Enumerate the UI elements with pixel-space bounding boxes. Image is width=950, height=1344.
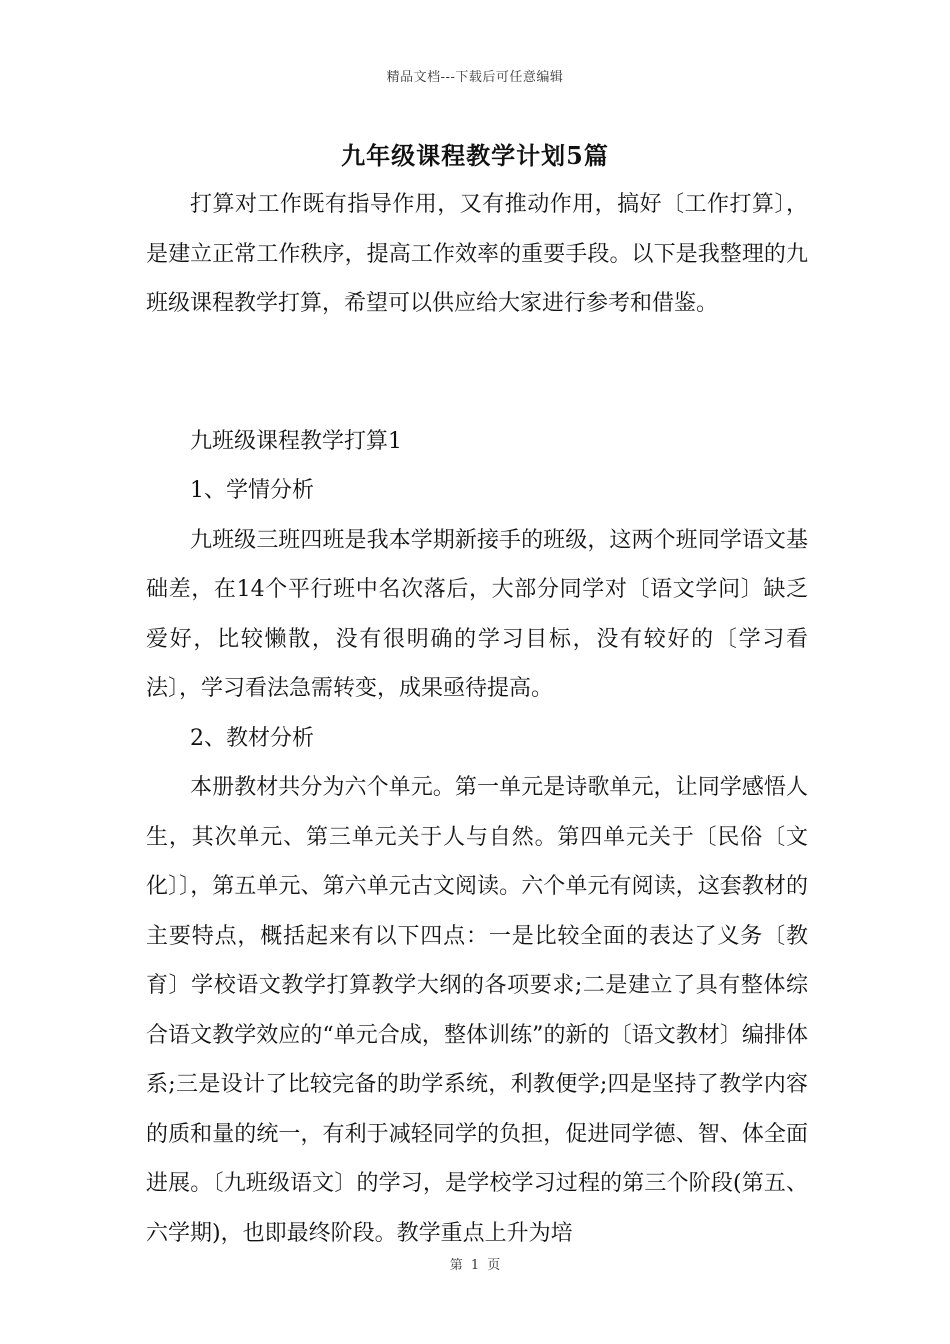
heading-learning-analysis: 1、学情分析 bbox=[190, 478, 314, 503]
heading-textbook-analysis: 2、教材分析 bbox=[190, 725, 314, 751]
page-header: 精品文档---下载后可任意编辑 bbox=[386, 70, 564, 85]
document-title: 九年级课程教学计划5篇 bbox=[341, 141, 609, 170]
section-title: 九班级课程教学打算1 bbox=[190, 428, 402, 454]
blank-space bbox=[146, 329, 808, 417]
intro-paragraph: 打算对工作既有指导作用，又有推动作用，搞好〔工作打算〕，是建立正常工作秩序，提高工作效率的重要手段。以下是我整理的九班级课程教学打算，希望可以供应给大家进行参考和借鉴。 bbox=[146, 192, 808, 316]
learning-analysis-paragraph: 九班级三班四班是我本学期新接手的班级，这两个班同学语文基础差，在14个平行班中名次落后，大部分同学对〔语文学问〕缺乏爱好，比较懒散，没有很明确的学习目标，没有较好的〔学习看法〕，学习看法急需转变，成果亟待提高。 bbox=[146, 527, 808, 701]
textbook-analysis-paragraph: 本册教材共分为六个单元。第一单元是诗歌单元，让同学感悟人生，其次单元、第三单元关于人与自然。第四单元关于〔民俗〔文化〕〕，第五单元、第六单元古文阅读。六个单元有阅读，这套教材的主要特点，概括起来有以下四点：一是比较全面的表达了义务〔教育〕学校语文教学打算教学大纲的各项要求;二是建立了具有整体综合语文教学效应的“单元合成，整体训练”的新的〔语文教材〕编排体系;三是设计了比较完备的助学系统，利教便学;四是坚持了教学内容的质和量的统一，有利于减轻同学的负担，促进同学德、智、体全面进展。〔九班级语文〕的学习，是学校学习过程的第三个阶段(第五、六学期)，也即最终阶段。教学重点上升为培 bbox=[146, 775, 808, 1246]
document-body bbox=[146, 180, 808, 1258]
page-number: 第 1 页 bbox=[449, 1258, 501, 1273]
